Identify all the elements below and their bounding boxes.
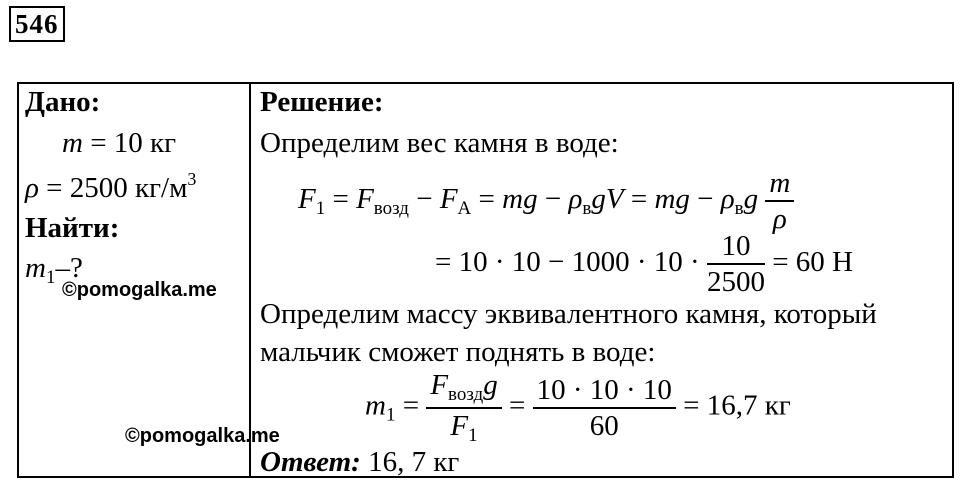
density-value: = 2500 кг/м	[46, 172, 188, 204]
density-exponent: 3	[187, 169, 197, 189]
eq2-expression: 10 · 10 − 1000 · 10 ·	[458, 246, 700, 278]
mass-var: m	[62, 127, 83, 159]
eq1-minus-2: −	[544, 183, 562, 216]
eq1-g: g	[743, 183, 759, 216]
find-question: –?	[55, 252, 83, 284]
eq1-f: F	[298, 183, 316, 216]
eq1-fa: F	[439, 183, 458, 216]
eq1-minus-3: −	[697, 183, 714, 216]
answer-value: 16, 7 кг	[368, 446, 460, 478]
find-var: m	[25, 252, 46, 284]
eq1-frac-num: m	[765, 168, 794, 202]
eq3-fraction-2	[533, 375, 676, 442]
eq3-equals: =	[402, 389, 420, 422]
eq1-fv: F	[356, 183, 374, 216]
eq1-frac-den: ρ	[772, 203, 787, 236]
eq3-frac1-num	[426, 370, 501, 409]
eq2-fraction	[707, 231, 765, 298]
answer-line	[260, 448, 459, 477]
equation-numeric	[435, 230, 853, 298]
eq2-equals: =	[435, 246, 452, 278]
given-heading: Дано:	[25, 86, 101, 118]
equation-mass	[365, 370, 791, 451]
eq3-frac1-den-sub: 1	[468, 424, 478, 446]
eq3-frac1-den	[426, 409, 501, 446]
eq1-fraction	[765, 168, 794, 235]
eq1-gv: gV	[591, 183, 624, 216]
eq2-frac-den: 2500	[706, 266, 765, 299]
eq1-f-sub: 1	[315, 198, 326, 220]
watermark-2: ©pomogalka.me	[125, 425, 280, 447]
eq1-rho: ρ	[568, 183, 583, 216]
step2-line2: мальчик сможет поднять в воде:	[260, 336, 656, 368]
eq3-frac1-f: F	[430, 369, 449, 401]
problem-number: 546	[9, 6, 65, 42]
given-density	[25, 170, 196, 203]
eq1-rho-sub-2: в	[734, 198, 744, 220]
eq3-frac1-den-f: F	[450, 409, 469, 442]
eq3-result: = 16,7 кг	[683, 389, 791, 422]
eq1-equals-2: =	[478, 183, 495, 216]
eq3-fraction-1	[426, 370, 501, 446]
eq1-rho-2: ρ	[720, 183, 735, 216]
eq3-frac2-den: 60	[589, 409, 619, 442]
find-sub: 1	[45, 267, 56, 288]
eq1-mg-2: mg	[654, 183, 690, 216]
density-var: ρ	[25, 172, 39, 204]
eq1-minus: −	[416, 183, 433, 216]
mass-value: = 10 кг	[90, 127, 177, 159]
solution-heading: Решение:	[260, 86, 384, 118]
eq1-mg: mg	[502, 183, 538, 216]
eq3-frac2-num: 10 · 10 · 10	[533, 375, 676, 409]
eq1-equals-3: =	[630, 183, 648, 216]
column-divider	[249, 82, 251, 478]
eq3-m-sub: 1	[385, 404, 396, 426]
eq1-equals: =	[332, 183, 349, 216]
eq1-fv-sub: возд	[373, 198, 409, 220]
eq3-frac1-g: g	[483, 369, 498, 401]
eq2-result: = 60 Н	[772, 246, 853, 278]
answer-label: Ответ:	[260, 446, 361, 478]
watermark-1: ©pomogalka.me	[62, 279, 217, 301]
step1-text: Определим вес камня в воде:	[260, 127, 619, 159]
given-mass	[62, 129, 176, 158]
find-heading: Найти:	[25, 212, 120, 244]
eq1-fa-sub: А	[457, 198, 472, 220]
eq3-m: m	[365, 389, 386, 422]
eq3-frac1-sub: возд	[448, 384, 484, 405]
eq3-equals-2: =	[508, 389, 526, 422]
eq1-rho-sub: в	[582, 198, 592, 220]
eq2-frac-num: 10	[707, 231, 765, 265]
step2-line1: Определим массу эквивалентного камня, который	[260, 298, 877, 330]
